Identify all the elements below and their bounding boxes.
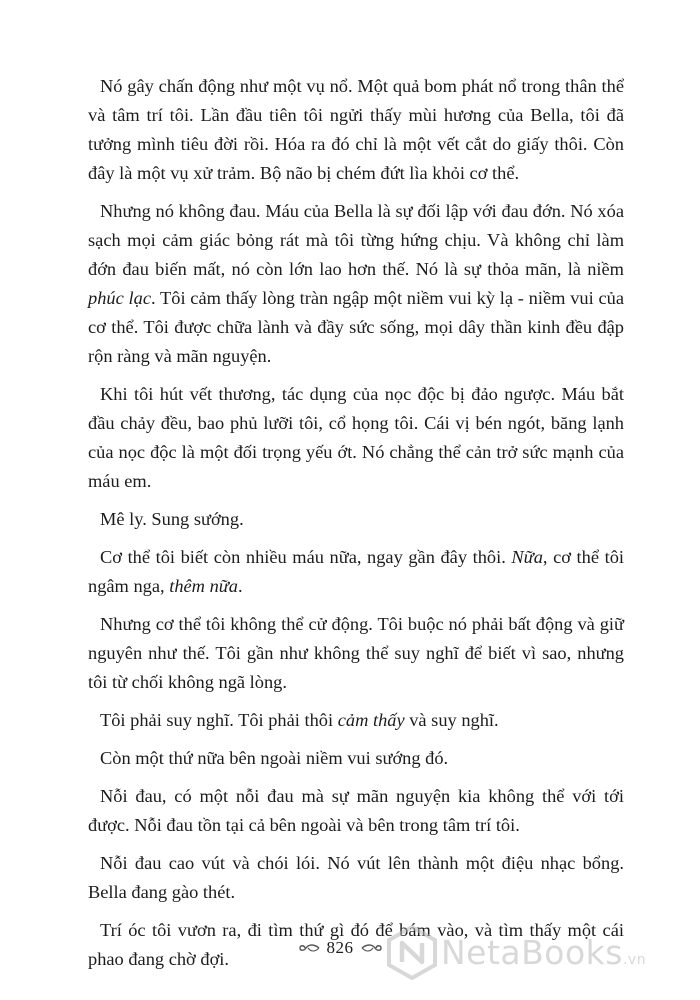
text-run: Nỗi đau cao vút và chói lói. Nó vút lên thành một điệu nhạc bổng. Bella đang gào thét. [88, 853, 624, 902]
paragraph [88, 197, 624, 371]
netabooks-watermark [385, 922, 685, 982]
watermark-suffix: .vn [622, 951, 647, 968]
watermark-brand: NetaBooks.vn [441, 932, 647, 972]
paragraph [88, 610, 624, 697]
text-run: Cơ thể tôi biết còn nhiều máu nữa, ngay gần đây thôi. [100, 547, 512, 567]
italic-text: phúc lạc [88, 288, 151, 308]
swirl-ornament-icon [298, 942, 320, 954]
text-run: Nhưng cơ thể tôi không thể cử động. Tôi buộc nó phải bất động và giữ nguyên như thế. Tôi gần như không thể suy nghĩ để biết vì sao, nhưng tôi từ chối không ngã lòng. [88, 614, 624, 692]
italic-text: cảm thấy [337, 710, 405, 730]
paragraph [88, 505, 624, 534]
text-run: Khi tôi hút vết thương, tác dụng của nọc độc bị đảo ngược. Máu bắt đầu chảy đều, bao phủ lưỡi tôi, cổ họng tôi. Cái vị bén ngót, băng lạnh của nọc độc là một đối trọng yếu ớt. Nó chẳng thể cản trở sức mạnh của máu em. [88, 384, 624, 491]
text-run: . Tôi cảm thấy lòng tràn ngập một niềm vui kỳ lạ - niềm vui của cơ thể. Tôi được chữa lành và đầy sức sống, mọi dây thần kinh đều đập rộn ràng và mãn nguyện. [88, 288, 624, 366]
paragraph [88, 543, 624, 601]
paragraph [88, 380, 624, 496]
text-run: và suy nghĩ. [404, 710, 499, 730]
text-run: Nó gây chấn động như một vụ nổ. Một quả bom phát nổ trong thân thể và tâm trí tôi. Lần đầu tiên tôi ngửi thấy mùi hương của Bella, tôi đã tưởng mình tiêu đời rồi. Hóa ra đó chỉ là một vết cắt do giấy thôi. Còn đây là một vụ xử trảm. Bộ não bị chém đứt lìa khỏi cơ thể. [88, 76, 624, 183]
paragraph [88, 72, 624, 188]
text-run: Trí óc tôi vươn ra, đi tìm thứ gì đó để bám vào, và tìm thấy một cái phao đang chờ đợi. [88, 920, 624, 969]
text-run: , cơ thể tôi ngâm nga, [88, 547, 624, 596]
text-run: Mê ly. Sung sướng. [100, 509, 244, 529]
italic-text: thêm nữa [169, 576, 238, 596]
text-run: Tôi phải suy nghĩ. Tôi phải thôi [100, 710, 338, 730]
netabooks-logo-icon [385, 924, 439, 980]
italic-text: Nữa [511, 547, 543, 567]
page-number-group [294, 935, 386, 961]
paragraph [88, 706, 624, 735]
paragraph [88, 849, 624, 907]
text-run: Nhưng nó không đau. Máu của Bella là sự đối lập với đau đớn. Nó xóa sạch mọi cảm giác bỏng rát mà tôi từng hứng chịu. Và không chỉ làm đớn đau biến mất, nó còn lớn lao hơn thế. Nó là sự thỏa mãn, là niềm [88, 201, 624, 279]
page-footer [0, 932, 700, 972]
page-body [88, 72, 624, 983]
paragraph [88, 744, 624, 773]
paragraph [88, 782, 624, 840]
swirl-ornament-icon [361, 942, 383, 954]
text-run: Nỗi đau, có một nỗi đau mà sự mãn nguyện kia không thể với tới được. Nỗi đau tồn tại cả bên ngoài và bên trong tâm trí tôi. [88, 786, 624, 835]
page-number: 826 [326, 938, 354, 957]
text-run: Còn một thứ nữa bên ngoài niềm vui sướng đó. [100, 748, 449, 768]
text-run: . [238, 576, 243, 596]
